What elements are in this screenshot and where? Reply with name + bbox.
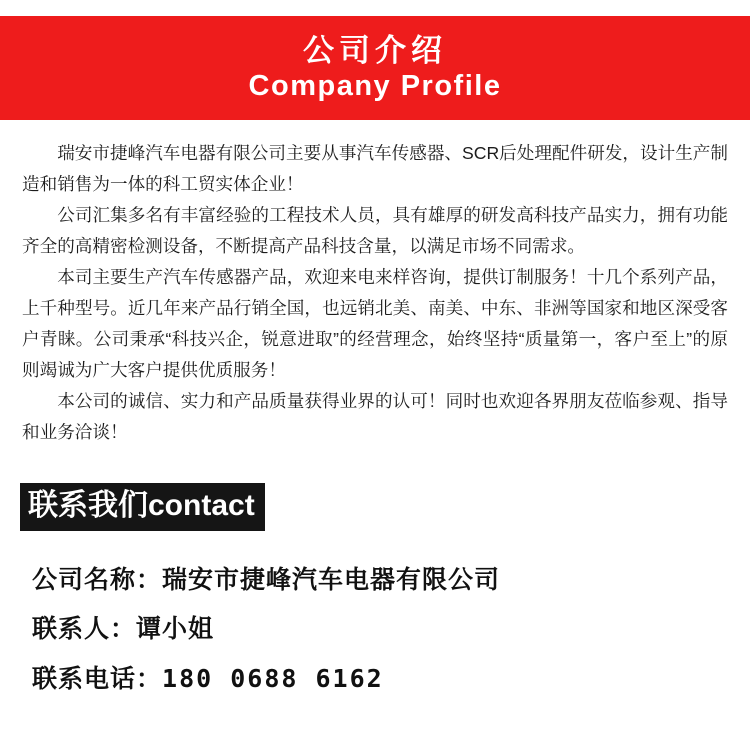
contact-person-value: 谭小姐 — [136, 615, 215, 643]
contact-section-heading: 联系我们contact — [20, 483, 265, 531]
contact-details-list — [32, 556, 732, 704]
phone-value: 180 0688 6162 — [162, 664, 384, 693]
paragraph-3: 本司主要生产汽车传感器产品，欢迎来电来样咨询，提供订制服务！十几个系列产品，上千种型号。近几年来产品行销全国，也远销北美、南美、中东、非洲等国家和地区深受客户青睐。公司秉承“科技兴企，锐意进取”的经营理念，始终坚持“质量第一，客户至上”的原则竭诚为广大客户提供优质服务！ — [22, 267, 728, 380]
contact-row-company-name — [32, 556, 732, 605]
company-name-label: 公司名称： — [32, 566, 163, 594]
contact-person-label: 联系人： — [32, 615, 137, 643]
page-header-banner — [0, 16, 750, 120]
banner-title-english: Company Profile — [248, 70, 502, 103]
phone-label: 联系电话： — [32, 665, 163, 693]
paragraph-1: 瑞安市捷峰汽车电器有限公司主要从事汽车传感器、SCR后处理配件研发，设计生产制造和销售为一体的科工贸实体企业！ — [22, 143, 728, 194]
contact-row-contact-person — [32, 605, 732, 654]
banner-title-chinese: 公司介绍 — [303, 32, 447, 68]
company-name-value: 瑞安市捷峰汽车电器有限公司 — [162, 566, 501, 594]
company-description — [22, 138, 728, 448]
paragraph-4: 本公司的诚信、实力和产品质量获得业界的认可！同时也欢迎各界朋友莅临参观、指导和业务洽谈！ — [22, 391, 728, 442]
paragraph-2: 公司汇集多名有丰富经验的工程技术人员，具有雄厚的研发高科技产品实力，拥有功能齐全的高精密检测设备，不断提高产品科技含量，以满足市场不同需求。 — [22, 205, 728, 256]
contact-row-phone — [32, 654, 732, 704]
